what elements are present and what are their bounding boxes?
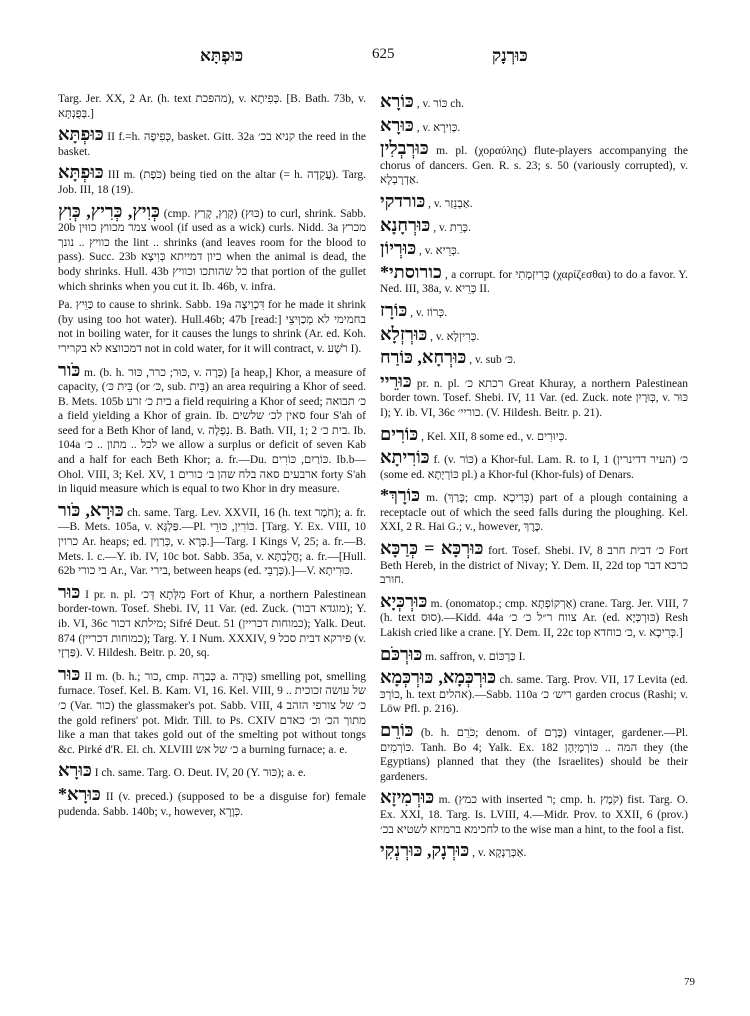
entry-headword: כּוּרָא, כֹּור: [58, 499, 124, 520]
dictionary-entry: [380, 448, 688, 482]
entry-text: m. (כָּרַךְ; cmp. כְּרִיכָא) part of a plough containing a receptacle out of which the seed falls during the ploughing. Kel. XXI, 2 R. Hai G.; v., however, כֶּרֶךְ.: [380, 492, 688, 534]
signature-mark: 79: [684, 976, 695, 988]
dictionary-entry: [58, 761, 366, 781]
entry-headword: *כּוֹרָךְ: [380, 485, 421, 506]
entry-text: m. pl. (χοραύλης) flute-players accompanying the chorus of dancers. Gen. R. s. 23; s. 50 (variously corrupted), v. אַדְרָבְלָא.: [380, 145, 688, 187]
entry-text: , v. כָּרֵת.: [433, 221, 471, 234]
running-head-left: כּוּפְתָּא: [200, 46, 244, 65]
entry-headword: כּורדקי: [380, 190, 426, 211]
right-column: [380, 92, 688, 865]
entry-text: m. (b. h. כּוּר; כרר, כּוּר, v. כְּרָה) [a heap,] Khor, a measure of capacity, (בֵּית כּ׳ (or כּ׳, sub. בֵּית) an area requiring a Khor of seed. B. Mets. 105b בית כ׳ זרע a field requiring a Khor of seed; כ׳ תבואה a field yielding a Khor of grain. Ib. סאין לכ׳ שלשים four S'ah of seed for a Beth Khor of land, v. נִפְלָה. B. Bath. VII, 1; 2 בית כ׳. Ib. 104a לכל .. מתון .. כ׳ we allow a surplus or deficit of seven Kab and a half for each Beth Khor; a. fr.—Du. כּוֹרַיִם, כּוֹרִים. Ib.b—Ohol. VIII, 3; Kel. XV, 1 ארבעים סאה בלח שהן ב׳ כורים forty S'ah in liquid measure which is equal to two Khor in dry measure.: [58, 366, 367, 496]
dictionary-entry: [58, 785, 366, 819]
dictionary-entry: [58, 501, 366, 579]
dictionary-entry: [380, 372, 688, 421]
entry-text: pr. n. pl. רכתא כ׳ Great Khuray, a northern Palestinean border town. Tosef. Shebi. IV, 11 Var. (ed. Zuck. note כְּוּרָיִן, v. כּוּר I); Y. ib. VI, 36c כוריי׳. (V. Hildesh. Beitr. p. 21).: [380, 377, 689, 419]
entry-headword: כּוּרְכֹּם: [380, 643, 423, 664]
dictionary-entry: [380, 425, 688, 445]
dictionary-entry: [380, 192, 688, 212]
entry-text: II (v. preced.) (supposed to be a disguise for) female pudenda. Sabb. 140b; v., however, כְּוָרָא.: [58, 790, 367, 818]
dictionary-entry: [380, 92, 688, 112]
dictionary-entry: [380, 645, 688, 665]
entry-headword: כּוּפְתָּא: [58, 124, 104, 145]
entry-text: (cmp. קָוַץ, קָרַץ) (כּוּץ) to curl, shrink. Sabb. 20b צמר מכווץ כווּין wool (if used as a wick) curls. Nidd. 3a מכרץ כוויץ .. נונך the lint .. shrinks (and leaves room for the blood to pass). Succ. 23b כיון דמייתא כְּוִיצָא when the animal is dead, the body shrinks. Hull. 43b כל שהותכו וכוויץ that portion of the gullet which shrinks when you cut it. Ib. 46b, v. infra.: [58, 207, 367, 293]
entry-headword: כּוּרְכְּמָא, כּוּרְכְּמָא: [380, 667, 497, 688]
entry-headword: כּוּרָא: [58, 760, 92, 781]
page-header: [60, 44, 710, 70]
entry-headword: כּוּרְכָּא = כְּרַכָּא: [380, 538, 484, 559]
entry-text: , v. sub כּ׳.: [469, 354, 516, 367]
dictionary-entry: [380, 721, 688, 784]
entry-headword: כּוּר: [58, 663, 81, 684]
entry-text: , v. אַבְנֵזַר.: [428, 197, 473, 210]
entry-text: , v. כְּוִירָא.: [416, 121, 461, 134]
dictionary-entry: [380, 301, 688, 321]
entry-text: , v. כְּרֵיא.: [419, 245, 460, 258]
dictionary-entry: [58, 665, 366, 758]
entry-headword: *כּוּרָא: [58, 783, 101, 804]
dictionary-entry: [58, 92, 366, 121]
entry-headword: כּוּרְבְלִין: [380, 138, 429, 159]
entry-headword: כּוֹרִיתָא: [380, 447, 430, 468]
dictionary-entry: [58, 202, 366, 295]
dictionary-entry: [58, 583, 366, 661]
entry-headword: כּוּרְחָנָא: [380, 214, 431, 235]
entry-text: I pr. n. pl. מִלְּתָא דְּכ׳ Fort of Khur, a northern Palestinean border-town. Tosef. Shebi. IV, 11 Var. (ed. Zuck. (מוגדא דבור); Y. ib. VI, 36c מילתא דכור; Sifré Deut. 51 (כמוחות דכריין); Yalk. Deut. 874 (כמוחות דכריין); Targ. Y. I Num. XXXIV, 9 פירקא דבית סכל (v. פַּרְזָי). V. Hildesh. Beitr. p. 20, sq.: [58, 588, 367, 660]
dictionary-entry: [380, 216, 688, 236]
entry-text: III m. (כֹּפֶת) being tied on the altar (= h. עֲקֵדָה). Targ. Job. III, 18 (19).: [58, 169, 367, 196]
entry-text: m. (כמץ with inserted ר; cmp. h. קֹמֶץ) fist. Targ. O. Ex. XXI, 18. Targ. Is. LVIII, 4.—Midr. Prov. to XXII, 6 (prov.) לחכימא ברמיזא לשטיא בכ׳ to the wise man a hint, to the fool a fist.: [380, 794, 688, 836]
entry-headword: כּוּר: [58, 581, 81, 602]
entry-headword: כְּוִיץ, כְּרִיץ, כְּוִץ: [58, 200, 160, 221]
entry-text: , v. אַכְּרַנְקָא.: [472, 847, 527, 860]
entry-headword: כּוּרֵיי: [380, 370, 412, 391]
dictionary-entry: [380, 263, 688, 297]
dictionary-entry: [58, 125, 366, 159]
dictionary-entry: [380, 116, 688, 136]
entry-headword: כּוּרְחָא, כּוֹרַח: [380, 347, 467, 368]
dictionary-entry: [58, 361, 366, 497]
entry-headword: כּוּרָא: [380, 114, 414, 135]
dictionary-entry: [380, 325, 688, 345]
entry-headword: כּוּרְמִיזָא: [380, 787, 435, 808]
dictionary-entry: [380, 239, 688, 259]
dictionary-entry: [380, 539, 688, 588]
entry-headword: כּוּרְיוֹן: [380, 238, 417, 259]
dictionary-entry: [58, 163, 366, 197]
dictionary-entry: [380, 486, 688, 535]
entry-headword: *כורוסתי: [380, 261, 442, 282]
running-head-right: כּוּרְנָק: [492, 46, 528, 65]
entry-text: , Kel. XII, 8 some ed., v. כְּיוּרִים.: [421, 430, 568, 443]
entry-text: ch. same. Targ. Lev. XXVII, 16 (h. text חֹמֶר); a. fr.—B. Mets. 105a, v. פַּלְגָּא.—Pl. כּוֹרִין, כּוּרֵי. [Targ. Y. Ex. VIII, 10 כרוין Ar. heaps; ed. כְּרַוַין, v. כְּרָא.]—Targ. I Kings V, 25; a. fr.—B. Mets. l. c.—Y. ib. IV, 10c bot. Sabb. 35a, v. חֲלַבְתָּא; a. fr.—[Hull. 62b בי כורי Ar., Var. בירי, between heaps (ed. כְּרָבֵי).]—V. כּוּרִיתָא.: [58, 506, 367, 578]
entry-text: , v. כְּרִיזְלָא.: [430, 330, 480, 343]
entry-text: I ch. same. Targ. O. Deut. IV, 20 (Y. כּוּר); a. e.: [94, 767, 306, 780]
page-number: 625: [372, 46, 395, 62]
dictionary-entry: [380, 348, 688, 368]
entry-headword: כּוּרְנָק, כּוּרְנְקִי: [380, 840, 470, 861]
entry-text: II f.=h. כְּפִיפָה, basket. Gitt. 32a קניא בכ׳ the reed in the basket.: [58, 131, 366, 158]
dictionary-entry: [380, 788, 688, 837]
entry-headword: כּוּרְכְּיָא: [380, 590, 428, 611]
entry-text: m. (onomatop.; cmp. אַרְקוֹפְתָא) crane. Targ. Jer. VIII, 7 (h. text סוּס).—Kidd. 44a צווח ר״ל כ׳ כ׳ Ar. (ed. כּוּרְכְּיָא) Resh Lakish cried like a crane. [Y. Dem. II, 22c top כ׳ כוחדא, v. כְּרִיכָא.]: [380, 597, 689, 640]
dictionary-entry: [380, 668, 688, 717]
dictionary-entry: [58, 298, 366, 356]
entry-headword: כּוֹרָז: [380, 299, 408, 320]
entry-headword: כֹּור: [58, 359, 81, 380]
entry-text: m. saffron, v. כַּרְכּוֹם I.: [425, 650, 526, 663]
entry-headword: כּוֹרֵם: [380, 720, 414, 740]
entry-headword: כּוּרְזְלָא: [380, 323, 428, 344]
entry-text: Targ. Jer. XX, 2 Ar. (h. text מהפכת), v. כְּפִיתָא. [B. Bath. 73b, v. בְּפֻנְתָּא.]: [58, 93, 366, 120]
entry-text: (b. h. כֹּרֵם; denom. of כֶּרֶם) vintager, gardener.—Pl. כּוֹרְמִים. Tanh. Bo 4; Yalk. Ex. 182 המה .. כּוֹרְמָיְהָן they (the Egyptians) planned that they (the Israelites) should be their gardeners.: [380, 727, 688, 783]
dictionary-entry: [380, 841, 688, 861]
entry-headword: כּוֹרָא: [380, 91, 414, 111]
entry-headword: כּוּפְתָּא: [58, 162, 104, 183]
entry-text: f. (v. כּוֹר) a Khor-ful. Lam. R. to I, 1 (כ׳ (העיר דדינרין (some ed. כּוֹרְיָתָא pl.) a Khor-ful (Khor-fuls) of Denars.: [380, 454, 689, 481]
entry-text: , v. כְּרוֹז.: [410, 306, 447, 319]
entry-text: ch. same. Targ. Prov. VII, 17 Levita (ed. כוֹרְכּ, h. text אהלים).—Sabb. 110a ריש׳ כ׳ garden crocus (Rashi; v. Löw Pfl. p. 216).: [380, 674, 689, 716]
left-column: [58, 92, 366, 823]
entry-text: II m. (b. h.; כור, cmp. כְּבַרָה a. כְּוּרָה) smelling pot, smelling furnace. Tosef. Kel. B. Kam. VI, 16. Kel. VIII, 9 של עושה זכוכית .. כ׳ (Var. כור) the glassmaker's pot. Sabb. VIII, 4 כ׳ של צורפי הזהב the gold refiners' pot. Midr. Till. to Ps. CXIV מתוך הכ׳ וכ׳ כאדם like a man that takes gold out of the smelting pot without tongs &c. Pirké d'R. El. ch. XLVIII כ׳ של אש a burning furnace; a. e.: [58, 670, 367, 756]
entry-text: Pa. כַּוֵּיץ to cause to shrink. Sabb. 19a דִּכְוִיצָה for he made it shrink (by using too hot water). Hull.46b; 47b [read:] בחמימי לא מְכַוְּיצֵי not in boiling water, for it causes the lungs to shrink (Ar. ed. Koh. דמכווצא לא בקרירי not in cold water, for it will contract, v. רֹשֶׁע I).: [58, 299, 366, 355]
entry-headword: כּוֹרִים: [380, 423, 419, 444]
dictionary-entry: [380, 139, 688, 188]
entry-text: fort. Tosef. Shebi. IV, 8 כ׳ דבית חרב Fort Beth Hereb, in the district of Nivay; Y. Dem. II, 22d top כרכא דבר חורב.: [380, 545, 689, 587]
entry-text: , a corrupt. for כְּרִיזְמָתִי (χαρίζεσθαι) to do a favor. Y. Ned. III, 38a, v. כְּרֵיא II.: [380, 268, 688, 296]
entry-text: , v. כּוֹר ch.: [416, 98, 465, 110]
dictionary-entry: [380, 592, 688, 641]
